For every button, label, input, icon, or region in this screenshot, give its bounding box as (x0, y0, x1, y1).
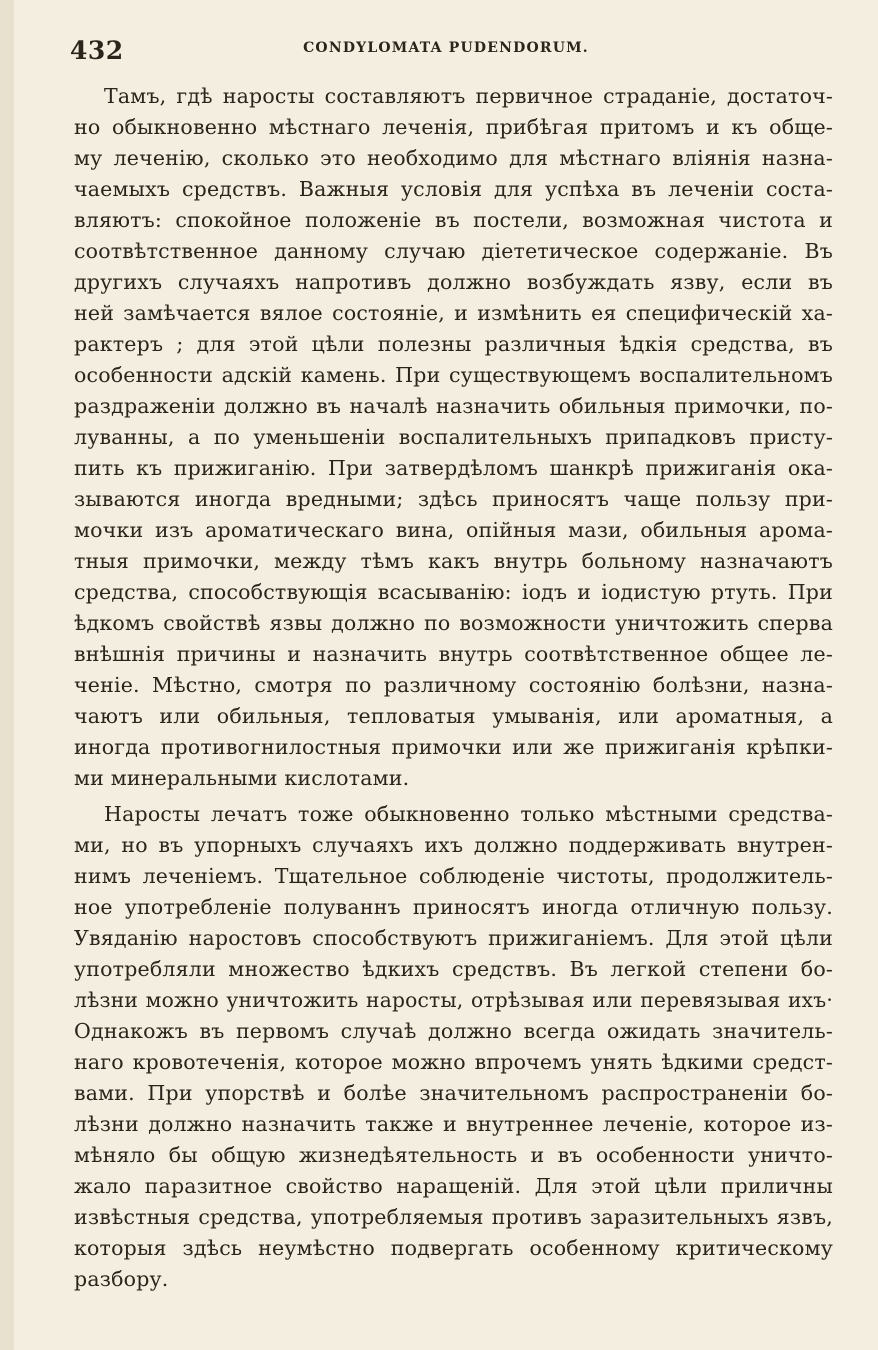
text-line: лѣзни можно уничтожить наросты, отрѣзывая или перевязывая ихъ· (74, 988, 833, 1012)
text-line: наго кровотеченія, которое можно впрочемъ унять ѣдкими средст- (74, 1050, 833, 1074)
text-line: ней замѣчается вялое состояніе, и измѣнить ея специфическій ха- (74, 301, 833, 325)
text-line: лѣзни должно назначить также и внутреннее леченіе, которое из- (74, 1112, 833, 1136)
text-line: Однакожъ въ первомъ случаѣ должно всегда ожидать значитель- (74, 1019, 833, 1043)
text-line: ченіе. Мѣстно, смотря по различному состоянію болѣзни, назна- (74, 673, 833, 697)
page-header (70, 36, 822, 70)
running-title: CONDYLOMATA PUDENDORUM. (303, 40, 589, 56)
text-line: Наросты лечатъ тоже обыкновенно только мѣстными средства- (104, 802, 833, 826)
text-line: зываются иногда вредными; здѣсь приносятъ чаще пользу при- (74, 487, 833, 511)
page-edge-shadow (0, 0, 14, 1350)
text-line: которыя здѣсь неумѣстно подвергать особенному критическому (74, 1236, 833, 1260)
text-line: мѣняло бы общую жизнедѣятельность и въ особенности уничто- (74, 1143, 833, 1167)
text-line: особенности адскій камень. При существующемъ воспалительномъ (74, 363, 833, 387)
text-line: ми, но въ упорныхъ случаяхъ ихъ должно поддерживать внутрен- (74, 833, 833, 857)
text-line: вляютъ: спокойное положеніе въ постели, возможная чистота и (74, 208, 833, 232)
text-line: мочки изъ ароматическаго вина, опійныя мази, обильныя арома- (74, 518, 833, 542)
text-line: другихъ случаяхъ напротивъ должно возбуждать язву, если въ (74, 270, 833, 294)
text-line: му леченію, сколько это необходимо для мѣстнаго вліянія назна- (74, 146, 833, 170)
text-line: чаемыхъ средствъ. Важныя условія для успѣха въ леченіи соста- (74, 177, 833, 201)
text-line: Тамъ, гдѣ наросты составляютъ первичное страданіе, достаточ- (104, 84, 833, 108)
text-line: ѣдкомъ свойствѣ язвы должно по возможности уничтожить сперва (74, 611, 833, 635)
text-line: пить къ прижиганію. При затвердѣломъ шанкрѣ прижиганія ока- (74, 456, 833, 480)
text-line: но обыкновенно мѣстнаго леченія, прибѣгая притомъ и къ обще- (74, 115, 833, 139)
text-line: извѣстныя средства, употребляемыя противъ заразительныхъ язвъ, (74, 1205, 833, 1229)
text-line: ное употребленіе полуваннъ приносятъ иногда отличную пользу. (74, 895, 833, 919)
text-line: средства, способствующія всасыванію: іодъ и іодистую ртуть. При (74, 580, 833, 604)
text-line: раздраженіи должно въ началѣ назначить обильныя примочки, по- (74, 394, 833, 418)
text-line: соотвѣтственное данному случаю діететическое содержаніе. Въ (74, 239, 833, 263)
text-line: вами. При упорствѣ и болѣе значительномъ распространеніи бо- (74, 1081, 833, 1105)
text-line: луванны, а по уменьшеніи воспалительныхъ припадковъ присту- (74, 425, 833, 449)
text-line: тныя примочки, между тѣмъ какъ внутрь больному назначаютъ (74, 549, 833, 573)
text-line: иногда противогнилостныя примочки или же прижиганія крѣпки- (74, 735, 833, 759)
text-line: рактеръ ; для этой цѣли полезны различныя ѣдкія средства, въ (74, 332, 833, 356)
text-line: жало паразитное свойство наращеній. Для этой цѣли приличны (74, 1174, 833, 1198)
text-line: нимъ леченіемъ. Тщательное соблюденіе чистоты, продолжитель- (74, 864, 833, 888)
text-line: внѣшнія причины и назначить внутрь соотвѣтственное общее ле- (74, 642, 833, 666)
text-line: употребляли множество ѣдкихъ средствъ. Въ легкой степени бо- (74, 957, 833, 981)
text-line: разбору. (74, 1267, 169, 1291)
page-number: 432 (70, 36, 124, 65)
text-line: чаютъ или обильныя, тепловатыя умыванія, или ароматныя, а (74, 704, 833, 728)
text-line: ми минеральными кислотами. (74, 766, 410, 790)
text-line: Увяданію наростовъ способствуютъ прижиганіемъ. Для этой цѣли (74, 926, 833, 950)
